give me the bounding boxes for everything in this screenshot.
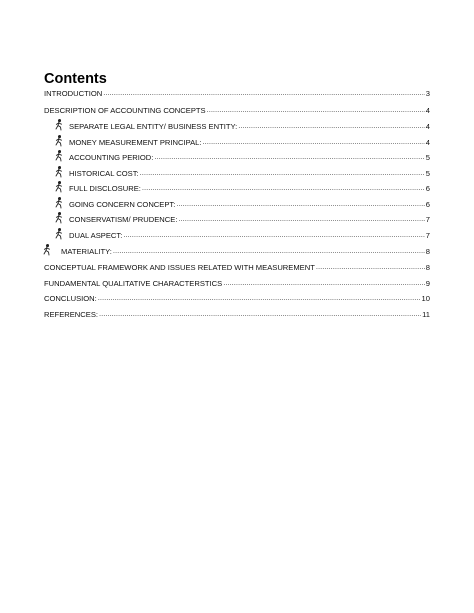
toc-page-number: 9 (425, 279, 430, 288)
toc-entry-label: DESCRIPTION OF ACCOUNTING CONCEPTS (44, 106, 206, 115)
toc-page-number: 5 (425, 153, 430, 162)
toc-leader-dots (207, 104, 425, 116)
toc-page-number: 4 (425, 122, 430, 131)
toc-entry-label: DUAL ASPECT: (69, 231, 123, 240)
toc-page-number: 7 (425, 215, 430, 224)
toc-entry-label: CONCLUSION: (44, 294, 97, 303)
toc-entry-label: CONSERVATISM/ PRUDENCE: (69, 215, 178, 224)
toc-page-number: 4 (425, 138, 430, 147)
toc-entry-conceptual-framework[interactable] (44, 262, 430, 276)
toc-leader-dots (154, 151, 424, 163)
toc-entry-separate-legal-entity[interactable] (69, 121, 430, 135)
toc-entry-historical-cost[interactable] (69, 168, 430, 182)
toc-entry-going-concern[interactable] (69, 199, 430, 213)
toc-page-number: 5 (425, 169, 430, 178)
toc-entry-dual-aspect[interactable] (69, 230, 430, 244)
figure-bullet-icon (54, 181, 64, 193)
figure-bullet-icon (54, 212, 64, 224)
toc-leader-dots (99, 308, 421, 320)
figure-bullet-icon (54, 228, 64, 240)
toc-entry-accounting-period[interactable] (69, 152, 430, 166)
toc-page-number: 3 (425, 89, 430, 98)
toc-entry-description-of-accounting-concepts[interactable] (44, 105, 430, 119)
toc-entry-full-disclosure[interactable] (69, 183, 430, 197)
toc-leader-dots (223, 277, 425, 289)
toc-page-number: 11 (422, 310, 430, 319)
toc-leader-dots (123, 229, 424, 241)
toc-entry-conclusion[interactable] (44, 293, 430, 307)
toc-page-number: 8 (425, 263, 430, 272)
toc-entry-label: FUNDAMENTAL QUALITATIVE CHARACTERSTICS (44, 279, 223, 288)
toc-leader-dots (176, 198, 424, 210)
figure-bullet-icon (54, 197, 64, 209)
toc-entry-money-measurement[interactable] (69, 137, 430, 151)
toc-leader-dots (103, 87, 425, 99)
toc-leader-dots (140, 167, 425, 179)
toc-entry-label: HISTORICAL COST: (69, 169, 139, 178)
toc-page-number: 7 (425, 231, 430, 240)
toc-page-number: 10 (421, 294, 430, 303)
toc-entry-introduction[interactable] (44, 88, 430, 102)
figure-bullet-icon (54, 119, 64, 131)
toc-entry-label: GOING CONCERN CONCEPT: (69, 200, 176, 209)
toc-entry-materiality[interactable] (61, 246, 430, 260)
toc-entry-label: MONEY MEASUREMENT PRINCIPAL: (69, 138, 202, 147)
toc-leader-dots (316, 261, 425, 273)
figure-bullet-icon (54, 166, 64, 178)
toc-leader-dots (238, 120, 425, 132)
toc-entry-references[interactable] (44, 309, 430, 323)
toc-entry-label: INTRODUCTION (44, 89, 103, 98)
figure-bullet-icon (54, 135, 64, 147)
toc-page-number: 6 (425, 200, 430, 209)
toc-leader-dots (142, 182, 425, 194)
figure-bullet-icon (54, 150, 64, 162)
toc-entry-conservatism[interactable] (69, 214, 430, 228)
figure-bullet-icon (42, 244, 52, 256)
toc-entry-label: FULL DISCLOSURE: (69, 184, 141, 193)
toc-title: Contents (44, 71, 107, 87)
toc-entry-label: ACCOUNTING PERIOD: (69, 153, 154, 162)
toc-entry-label: CONCEPTUAL FRAMEWORK AND ISSUES RELATED WITH MEASUREMENT (44, 263, 315, 272)
toc-entry-label: MATERIALITY: (61, 247, 112, 256)
toc-page-number: 8 (425, 247, 430, 256)
toc-page-number: 6 (425, 184, 430, 193)
toc-entry-fundamental-qualitative[interactable] (44, 278, 430, 292)
toc-leader-dots (113, 245, 425, 257)
toc-page-number: 4 (425, 106, 430, 115)
toc-leader-dots (178, 213, 424, 225)
toc-leader-dots (203, 136, 425, 148)
toc-leader-dots (98, 292, 421, 304)
toc-entry-label: SEPARATE LEGAL ENTITY/ BUSINESS ENTITY: (69, 122, 238, 131)
toc-entry-label: REFERENCES: (44, 310, 99, 319)
